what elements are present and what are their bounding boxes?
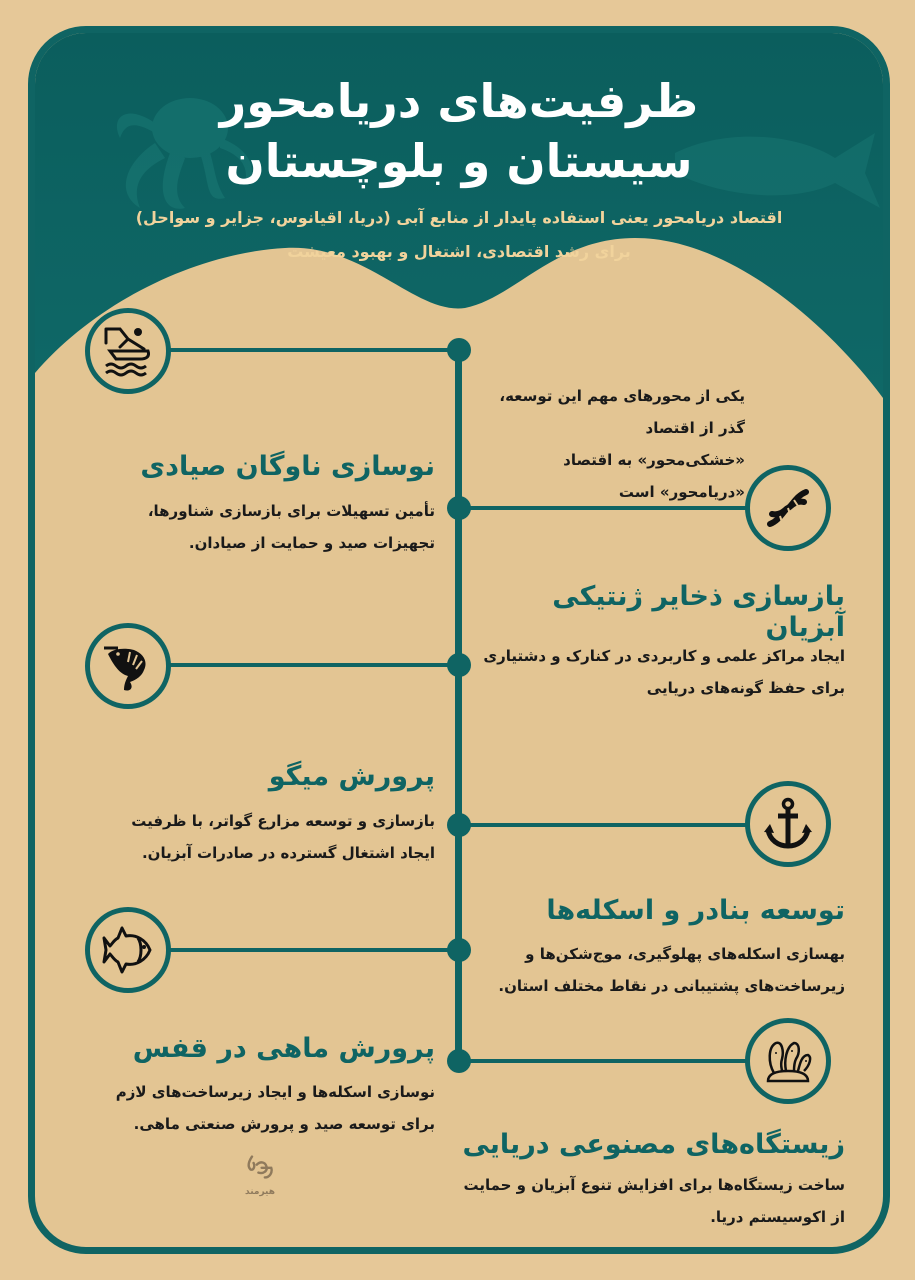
subtitle-line-2: برای رشد اقتصادی، اشتغال و بهبود معیشت [287,242,631,261]
fish-icon [100,922,156,978]
fishing-boat-icon [100,323,156,379]
dna-icon [760,480,816,536]
connector-line [168,348,458,352]
intro-line-1: یکی از محورهای مهم این توسعه، گذر از اقتصاد [499,387,745,437]
infographic-frame [28,26,890,1254]
logo-text: هیرمند [245,1187,275,1197]
desc-line: از اکوسیستم دریا. [710,1208,845,1226]
fish-icon-circle [85,907,171,993]
fishing-boat-icon-circle [85,308,171,394]
shrimp-icon-circle [85,623,171,709]
coral-reef-icon-circle [745,1018,831,1104]
connector-line [168,948,458,952]
section-title-cage-fish-farming: پرورش ماهی در قفس [132,1033,435,1064]
connector-line [168,663,458,667]
anchor-icon-circle [745,781,831,867]
shrimp-icon [100,638,156,694]
section-title-artificial-habitats: زیستگاه‌های مصنوعی دریایی [462,1129,845,1160]
section-title-fishing-fleet: نوسازی ناوگان صیادی [140,451,435,482]
desc-line: نوسازی اسکله‌ها و ایجاد زیرساخت‌های لازم [115,1083,435,1101]
section-desc-genetic-reserves [475,640,845,704]
subtitle-line-1: اقتصاد دریامحور یعنی استفاده پایدار از منابع آبی (دریا، اقیانوس، جزایر و سواحل) [135,208,783,227]
anchor-icon [760,796,816,852]
section-desc-cage-fish-farming [95,1076,435,1140]
title-line-1: ظرفیت‌های دریامحور [219,74,699,128]
desc-line: برای حفظ گونه‌های دریایی [646,679,845,697]
desc-line: بازسازی و توسعه مزارع گواتر، با ظرفیت [131,812,435,830]
desc-line: تجهیزات صید و حمایت از صیادان. [188,534,435,552]
logo-mark-icon [244,1153,276,1181]
section-desc-artificial-habitats [455,1169,845,1233]
subtitle [75,201,843,269]
section-desc-shrimp-farming [95,805,435,869]
section-desc-ports [475,938,845,1002]
intro-line-2: «خشکی‌محور» به اقتصاد «دریامحور» است [563,451,745,501]
title-line-2: سیستان و بلوچستان [225,134,693,188]
section-desc-fishing-fleet [95,495,435,559]
desc-line: ایجاد اشتغال گسترده در صادرات آبزیان. [141,844,435,862]
section-title-ports: توسعه بنادر و اسکله‌ها [546,895,845,926]
dna-icon-circle [745,465,831,551]
connector-line [459,1059,749,1063]
desc-line: برای توسعه صید و پرورش صنعتی ماهی. [133,1115,435,1133]
coral-reef-icon [760,1033,816,1089]
desc-line: ساخت زیستگاه‌ها برای افزایش تنوع آبزیان و حمایت [463,1176,845,1194]
desc-line: بهسازی اسکله‌های پهلوگیری، موج‌شکن‌ها و [525,945,845,963]
publisher-logo [235,1153,285,1197]
section-title-shrimp-farming: پرورش میگو [268,761,435,792]
page-title [35,71,883,191]
connector-line [459,823,749,827]
desc-line: ایجاد مراکز علمی و کاربردی در کنارک و دشتیاری [483,647,845,665]
desc-line: تأمین تسهیلات برای بازسازی شناورها، [147,502,435,520]
intro-text [475,380,745,508]
section-title-genetic-reserves: بازسازی ذخایر ژنتیکی آبزیان [552,581,845,643]
desc-line: زیرساخت‌های پشتیبانی در نقاط مختلف استان. [498,977,845,995]
